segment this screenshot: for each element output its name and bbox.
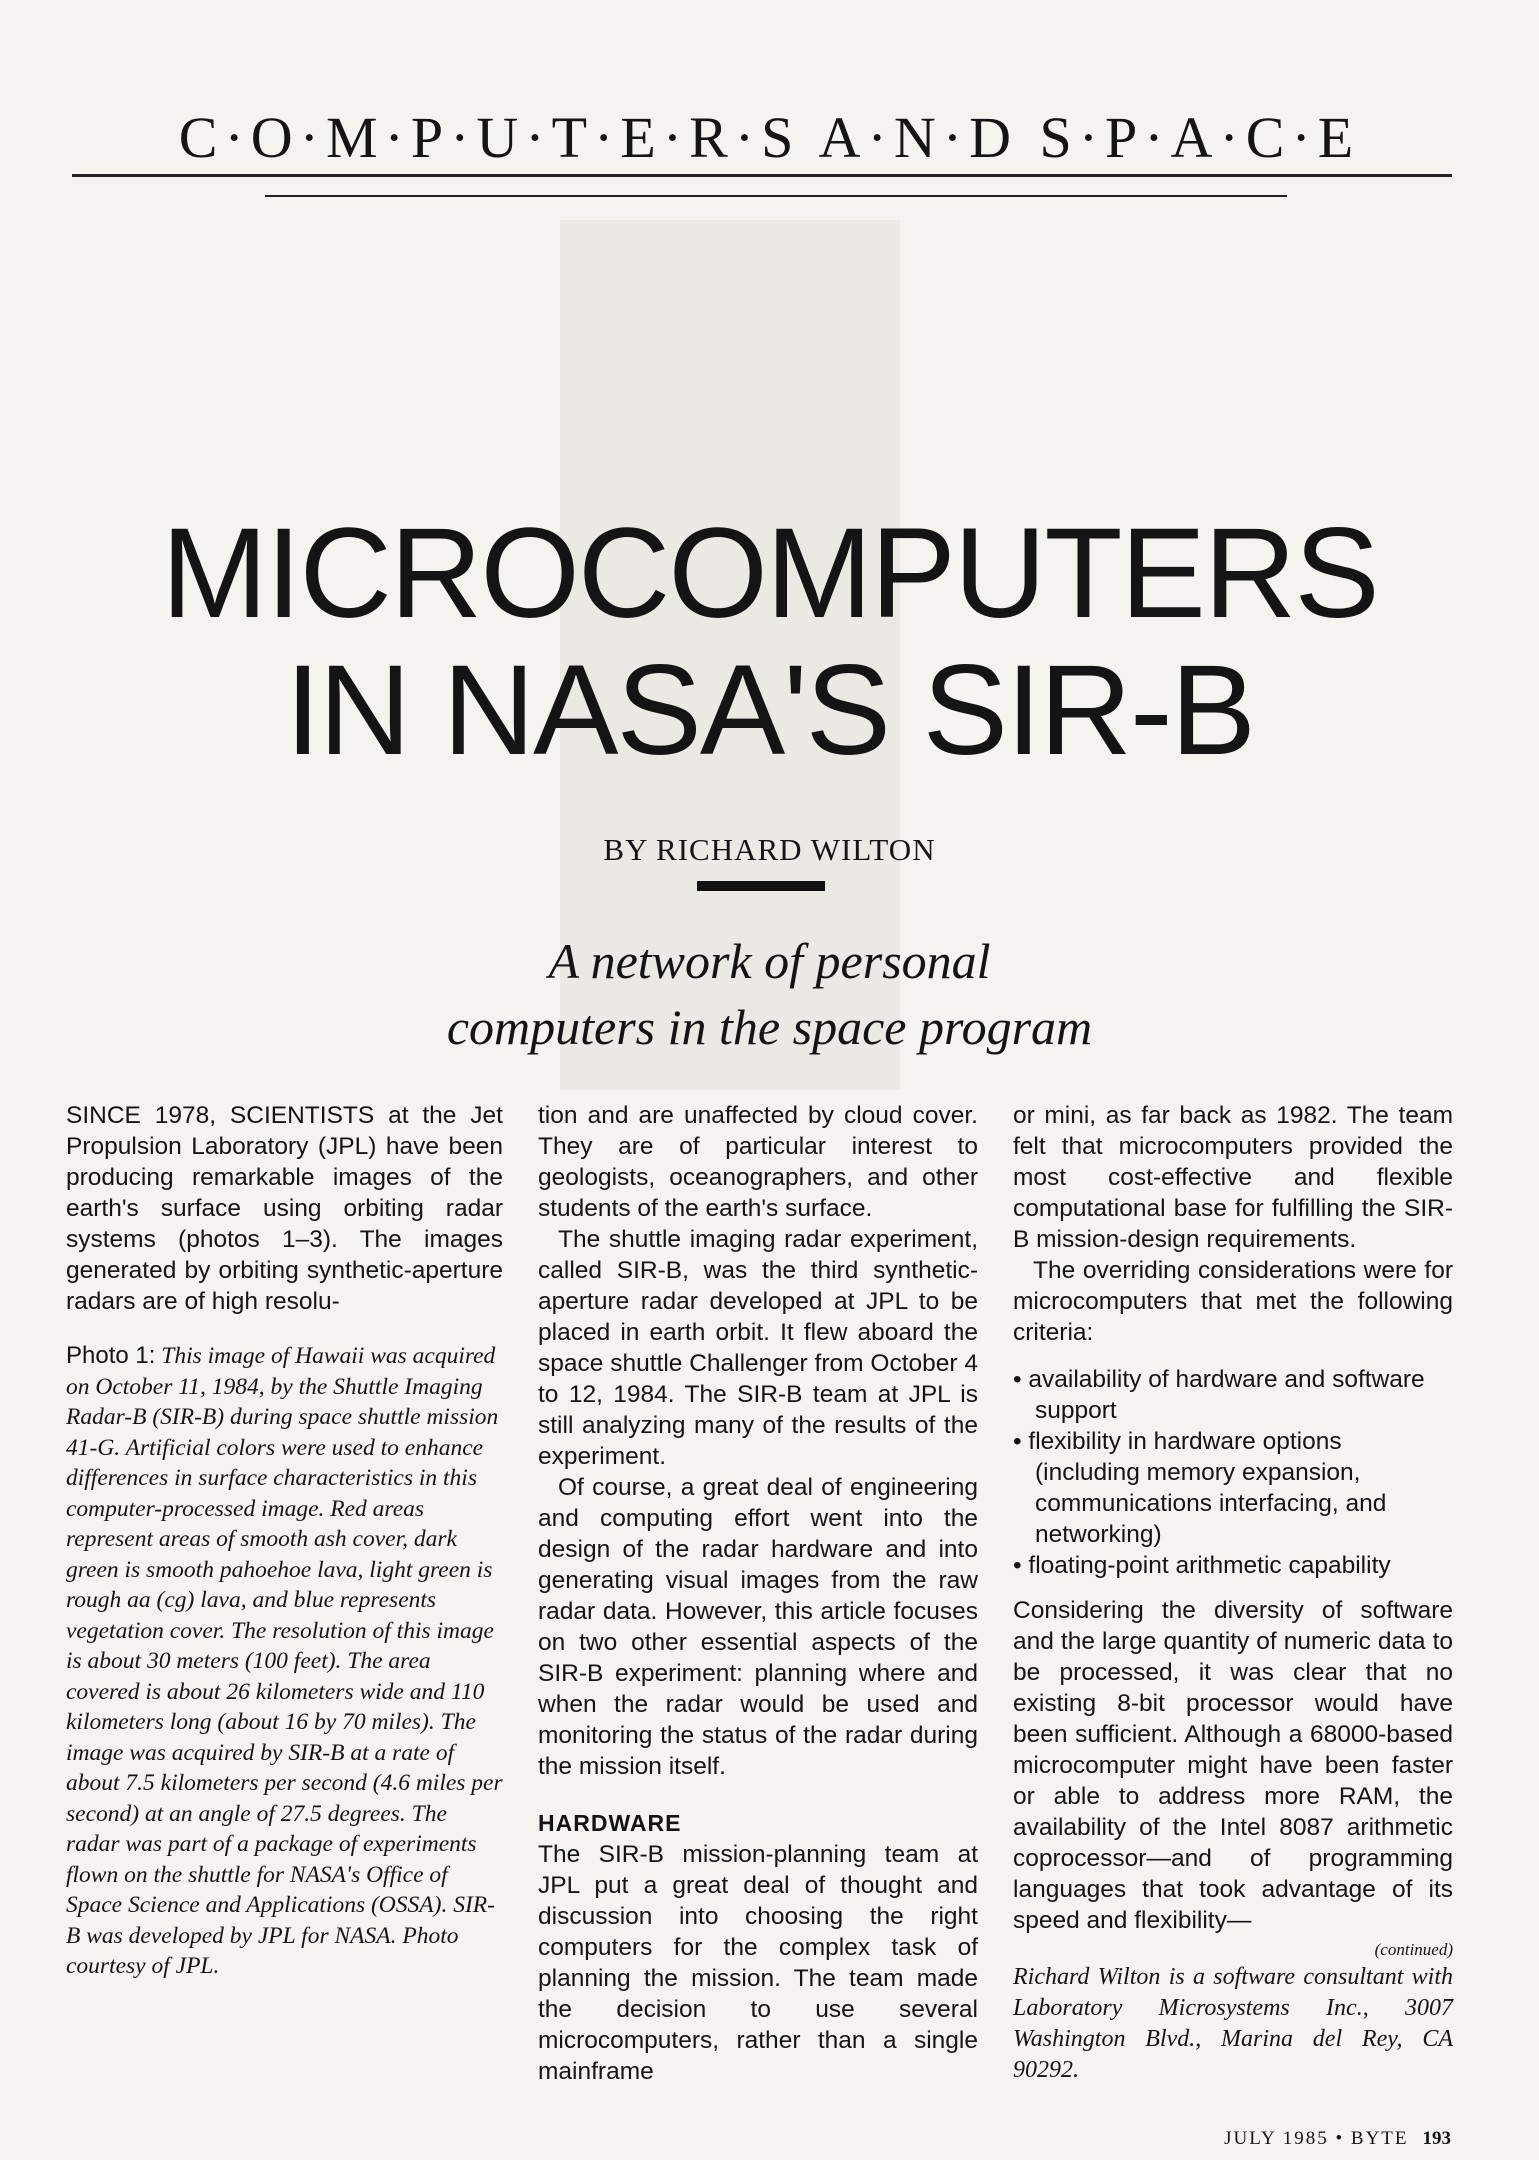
footer-publication: JULY 1985 • BYTE <box>1224 2128 1409 2149</box>
paragraph: Considering the diversity of software and the large quantity of numeric data to be processed, it was clear that no existing 8-bit processor would have been sufficient. Although a 68000-based microcomputer might have been faster or able to address more RAM, the availability of the Intel 8087 arithmetic coprocessor—and of programming languages that took advantage of its speed and flexibility— <box>1013 1597 1453 1934</box>
list-item: • floating-point arithmetic capability <box>1013 1552 1391 1579</box>
author-bio: Richard Wilton is a software consultant with Laboratory Microsystems Inc., 3007 Washington Blvd., Marina del Rey, CA 90292. <box>1013 1964 1453 2083</box>
list-item: • availability of hardware and software support <box>1013 1366 1425 1424</box>
deck-line-1: A network of personal <box>548 933 991 989</box>
paragraph: The SIR-B mission-planning team at JPL put a great deal of thought and discussion into choosing the right computers for the complex task of planning the mission. The team made the decision to use several microcomputers, rather than a single mainframe <box>538 1841 978 2085</box>
section-heading-hardware: HARDWARE <box>538 1810 682 1836</box>
headline-line-1: MICROCOMPUTERS <box>161 502 1378 645</box>
byline-rule <box>697 881 825 891</box>
section-kicker: C·O·M·P·U·T·E·R·S A·N·D S·P·A·C·E <box>178 105 1361 170</box>
deck <box>0 928 1539 1060</box>
photo-label: Photo 1: <box>66 1342 156 1369</box>
column-1 <box>66 1100 503 1982</box>
page-number: 193 <box>1422 2128 1451 2149</box>
paragraph: or mini, as far back as 1982. The team felt that microcomputers provided the most cost-effective and flexible computational base for fulfilling the SIR-B mission-design requirements. <box>1013 1102 1453 1253</box>
intro-paragraph: SINCE 1978, SCIENTISTS at the Jet Propulsion Laboratory (JPL) have been producing remarkable images of the earth's surface using orbiting radar systems (photos 1–3). The images generated by orbiting synthetic-aperture radars are of high resolu- <box>66 1102 503 1315</box>
headline-line-2: IN NASA'S SIR-B <box>285 639 1254 782</box>
headline <box>0 502 1539 782</box>
column-2 <box>538 1100 978 2087</box>
paragraph: tion and are unaffected by cloud cover. They are of particular interest to geologists, oceanographers, and other students of the earth's surface. <box>538 1102 978 1222</box>
paragraph: The overriding considerations were for microcomputers that met the following criteria: <box>1013 1257 1453 1346</box>
criteria-list <box>1013 1364 1453 1581</box>
kicker-rule-bottom <box>265 195 1287 197</box>
continued-marker: (continued) <box>1374 1940 1453 1959</box>
list-item: • flexibility in hardware options (including memory expansion, communications interfacing, and networking) <box>1013 1428 1387 1548</box>
photo-caption <box>66 1341 503 1982</box>
paragraph: Of course, a great deal of engineering and computing effort went into the design of the radar hardware and into generating visual images from the raw radar data. However, this article focuses on two other essential aspects of the SIR-B experiment: planning where and when the radar would be used and monitoring the status of the radar during the mission itself. <box>538 1474 978 1780</box>
photo-caption-text: This image of Hawaii was acquired on October 11, 1984, by the Shuttle Imaging Radar-B (SIR-B) during space shuttle mission 41-G. Artificial colors were used to enhance differences in surface characteristics in this computer-processed image. Red areas represent areas of smooth ash cover, dark green is smooth pahoehoe lava, light green is rough aa (cg) lava, and blue represents vegetation cover. The resolution of this image is about 30 meters (100 feet). The area covered is about 26 kilometers wide and 110 kilometers long (about 16 by 70 miles). The image was acquired by SIR-B at a rate of about 7.5 kilometers per second (4.6 miles per second) at an angle of 27.5 degrees. The radar was part of a package of experiments flown on the shuttle for NASA's Office of Space Science and Applications (OSSA). SIR-B was developed by JPL for NASA. Photo courtesy of JPL. <box>66 1343 503 1979</box>
page-footer <box>1224 2128 1451 2150</box>
deck-line-2: computers in the space program <box>446 999 1093 1055</box>
byline: BY RICHARD WILTON <box>603 832 936 867</box>
column-3 <box>1013 1100 1453 2086</box>
kicker-rule-top <box>72 174 1452 177</box>
paragraph: The shuttle imaging radar experiment, called SIR-B, was the third synthetic-aperture radar developed at JPL to be placed in earth orbit. It flew aboard the space shuttle Challenger from October 4 to 12, 1984. The SIR-B team at JPL is still analyzing many of the results of the experiment. <box>538 1226 978 1470</box>
